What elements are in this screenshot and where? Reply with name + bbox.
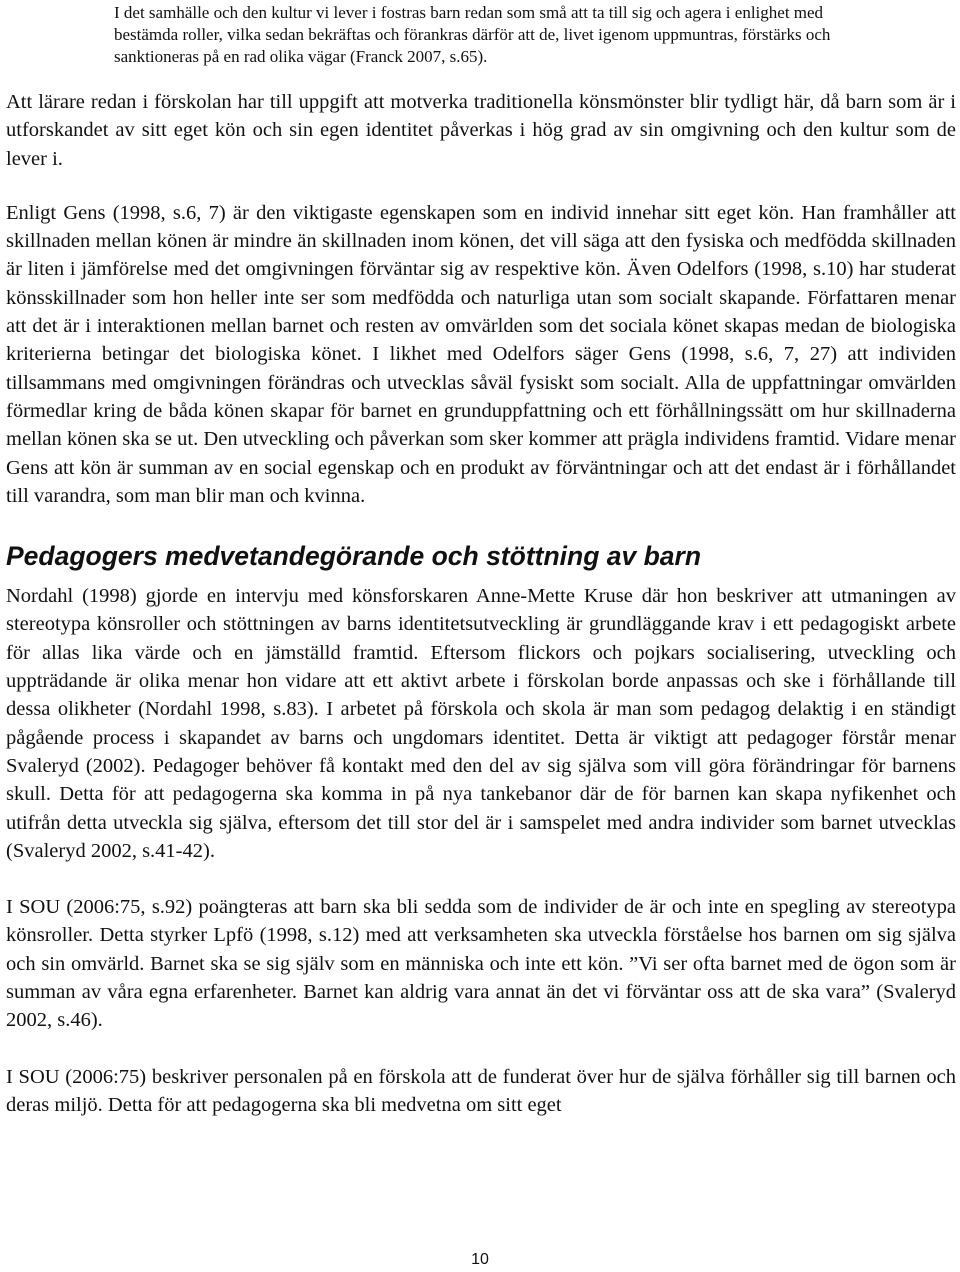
document-page [6,0,956,1119]
block-quote: I det samhälle och den kultur vi lever i fostras barn redan som små att ta till sig och agera i enlighet med bestämda roller, vilka sedan bekräftas och förankras därför att de, livet igenom uppmuntras, förstärks och sanktioneras på en rad olika vägar (Franck 2007, s.65). [114,3,831,66]
paragraph-nordahl: Nordahl (1998) gjorde en intervju med könsforskaren Anne-Mette Kruse där hon beskriver att utmaningen av stereotypa könsroller och stöttningen av barns identitetsutveckling är grundläggande krav i ett pedagogiskt arbete för allas lika värde och en jämställd framtid. Eftersom flickors och pojkars socialisering, utveckling och uppträdande är olika menar hon vidare att ett aktivt arbete i förskolan borde anpassas och ske i förhållande till dessa olikheter (Nordahl 1998, s.83). I arbetet på förskola och skola är man som pedagog delaktig i en ständigt pågående process i skapandet av barns och ungdomars identitet. Detta är viktigt att pedagoger förstår menar Svaleryd (2002). Pedagoger behöver få kontakt med den del av sig själva som vill göra förändringar för barnens skull. Detta för att pedagogerna ska komma in på nya tankebanor där de för barnen kan skapa nyfikenhet och utifrån detta utveckla sig själva, eftersom det till stor del är i samspelet med andra individer som barnet utvecklas (Svaleryd 2002, s.41-42). [6,585,956,862]
paragraph-sou-individuals: I SOU (2006:75, s.92) poängteras att barn ska bli sedda som de individer de är och inte en spegling av stereotypa könsroller. Detta styrker Lpfö (1998, s.12) med att verksamheten ska utveckla förståelse hos barnen om sig själva och sin omvärld. Barnet ska se sig själv som en människa och inte ett kön. ”Vi ser ofta barnet med de ögon som är summan av våra egna erfarenheter. Barnet kan aldrig vara annat än det vi förväntar oss att de ska vara” (Svaleryd 2002, s.46). [6,896,956,1032]
page-number: 10 [471,1251,489,1268]
paragraph-gens-gender: Enligt Gens (1998, s.6, 7) är den viktigaste egenskapen som en individ innehar sitt eget kön. Han framhåller att skillnaden mellan könen är mindre än skillnaden inom könen, det vill säga att den fysiska och medfödda skillnaden är liten i jämförelse med det omgivningen förväntar sig av respektive kön. Även Odelfors (1998, s.10) har studerat könsskillnader som hon heller inte ser som medfödda och naturliga utan som socialt skapande. Författaren menar att det är i interaktionen mellan barnet och resten av omvärlden som det sociala könet skapas medan de biologiska kriterierna betingar det biologiska könet. I likhet med Odelfors säger Gens (1998, s.6, 7, 27) att individen tillsammans med omgivningen förändras och utvecklas såväl fysiskt som socialt. Alla de uppfattningar omvärlden förmedlar kring de båda könen skapar för barnet en grunduppfattning och ett förhållningssätt om hur skillnaderna mellan könen ska se ut. Den utveckling och påverkan som sker kommer att prägla individens framtid. Vidare menar Gens att kön är summan av en social egenskap och en produkt av förväntningar och att det endast är i förhållandet till varandra, som man blir man och kvinna. [6,201,956,507]
section-heading: Pedagogers medvetandegörande och stöttning av barn [6,541,702,572]
paragraph-teachers-role: Att lärare redan i förskolan har till uppgift att motverka traditionella könsmönster blir tydligt här, då barn som är i utforskandet av sitt eget kön och sin egen identitet påverkas i hög grad av sin omgivning och den kultur som de lever i. [6,91,956,170]
paragraph-sou-staff: I SOU (2006:75) beskriver personalen på en förskola att de funderat över hur de själva förhåller sig till barnen och deras miljö. Detta för att pedagogerna ska bli medvetna om sitt eget [6,1065,956,1116]
